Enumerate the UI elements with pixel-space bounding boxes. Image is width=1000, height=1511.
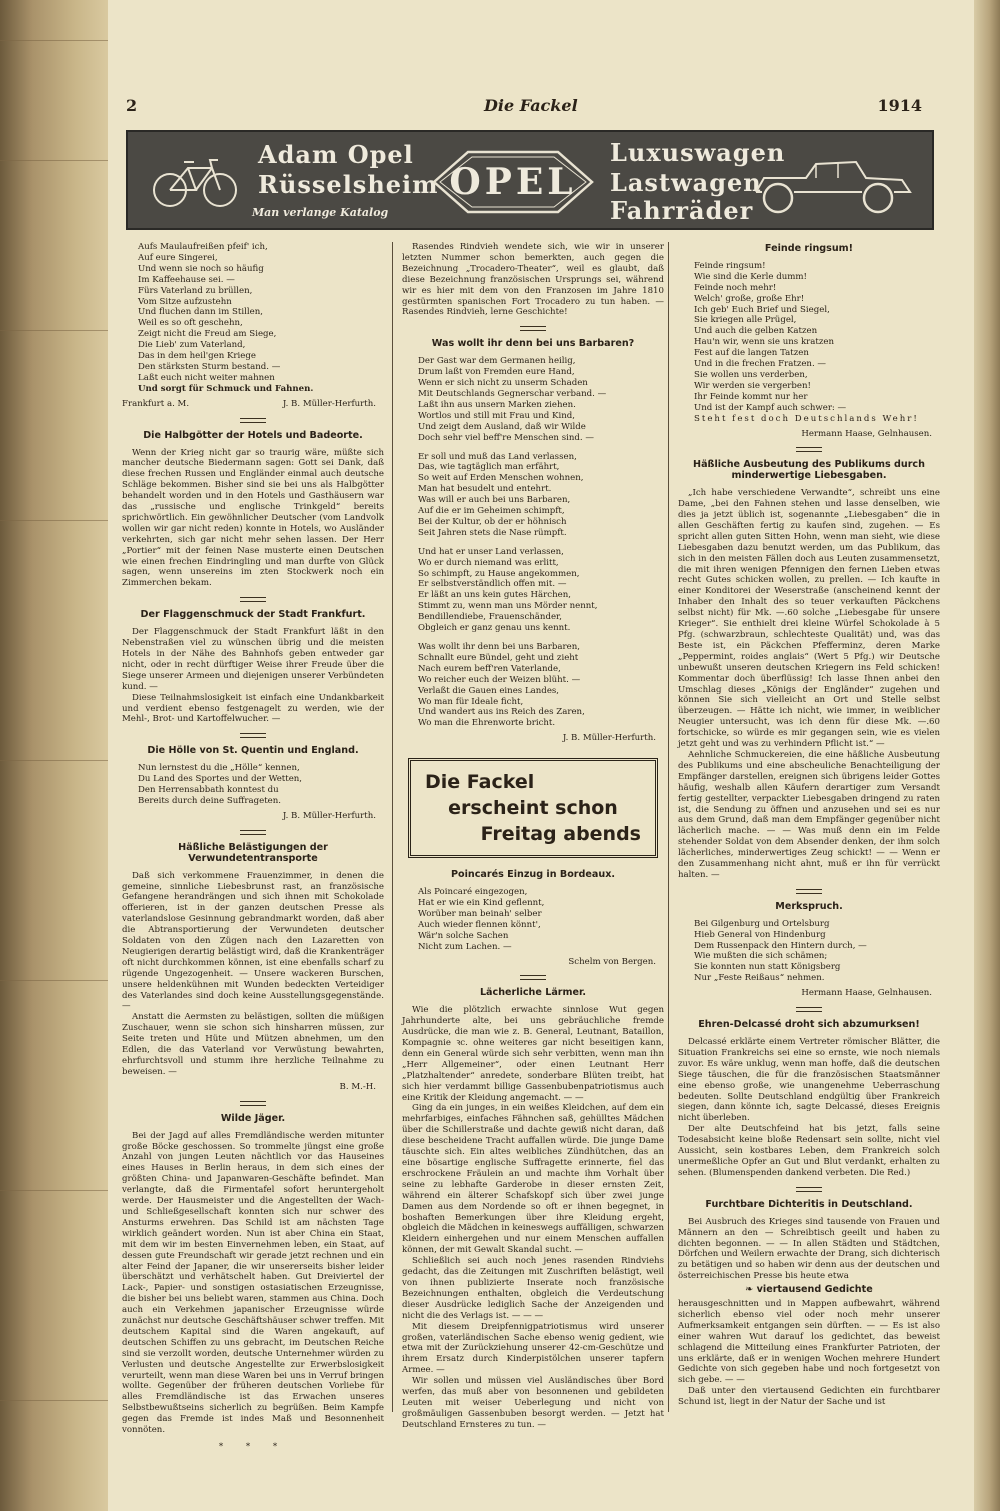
article-text: Wie die plötzlich erwachte sinnlose Wut gegen Jahrhunderte alte, bei uns gebräuchliche fremde Ausdrücke, die man wie z. B. General, Leutnant, Bataillon, Kompagnie ꝛc. ohne weiteres gar nicht beseitigen kann, denn ein General würde sich sehr verbitten, wenn man ihn „Herr Allgemeiner“, oder einen Leutnant Herr „Platzhaltender“ anredete, sonderbare Blüten treibt, hat sich hier verdammt billige Gassenbubenpatriotismus auch eine Kritik der Kleidung angemacht. — — xyxy=(402,1005,664,1103)
article-text: Delcassé erklärte einem Vertreter römischer Blätter, die Situation Frankreichs sei eine so ernste, wie noch niemals zuvor. Es wäre unklug, wenn man hoffe, daß die deutschen Siege täuschen, die für die französischen Staatsmänner eine ebenso große, wie unangenehme Ueberraschung bedeuten. Sollte Deutschland endgültig über Frankreich siegen, dann könnte ich, sagte Delcassé, dieses Ereignis nicht überleben. xyxy=(678,1037,940,1124)
poem-line: Als Poincaré eingezogen, xyxy=(418,887,528,898)
opel-advertisement xyxy=(126,130,934,230)
article-title: Lächerliche Lärmer. xyxy=(479,987,587,999)
poem-line: Nach eurem beff'ren Vaterlande, xyxy=(418,663,561,674)
ad-brand: Adam Opel xyxy=(258,140,414,169)
poem-line: Ich geb' Euch Brief und Siegel, xyxy=(694,304,830,315)
article-text: Der Flaggenschmuck der Stadt Frankfurt läßt in den Nebenstraßen viel zu wünschen übrig und die meisten Hotels in der Nähe des Bahnhofs geben entweder gar nicht, oder in recht dürftiger Weise ihrer Freude über die Siege unserer Armeen und diejenigen unserer Verbündeten kund. — xyxy=(122,627,384,692)
poem-line: Bei der Kultur, ob der er höhnisch xyxy=(418,516,567,527)
article-text: Schließlich sei auch noch jenes rasenden Rindviehs gedacht, das die Zeitungen mit Zuschriften belästigt, weil von ihnen publizierte Inserate noch französische Bezeichnungen enthalten, obgleich die Verdeutschung dieser Ausdrücke lediglich Sache der Anzeigenden und nicht die des Verlags ist. — — — xyxy=(402,1256,664,1321)
article-text: Daß unter den viertausend Gedichten ein furchtbarer Schund ist, liegt in der Natur der Sache und ist xyxy=(678,1386,940,1408)
poem-line: Doch sehr viel beff're Menschen sind. — xyxy=(418,432,594,443)
poem-line: Nun lernstest du die „Hölle“ kennen, xyxy=(138,763,300,774)
poem-line: Sie wollen uns verderben, xyxy=(694,369,808,380)
divider xyxy=(520,326,546,331)
poem-line: Dem Russenpack den Hintern durch, — xyxy=(694,940,867,951)
article-title: Häßliche Belästigungen der Verwundetentransporte xyxy=(178,841,328,864)
article-author: Hermann Haase, Gelnhausen. xyxy=(801,988,932,999)
poem-line: Obgleich er ganz genau uns kennt. xyxy=(418,623,571,634)
poem-line: Vom Sitze aufzustehn xyxy=(138,296,232,307)
ad-product-1: Luxuswagen xyxy=(610,138,786,167)
divider xyxy=(796,889,822,894)
poem-line: Bereits durch deine Suffrageten. xyxy=(138,795,282,806)
book-spine xyxy=(0,0,108,1511)
article-title: Der Flaggenschmuck der Stadt Frankfurt. xyxy=(140,609,366,621)
divider xyxy=(240,830,266,835)
masthead-title: Die Fackel xyxy=(484,96,578,115)
article-author: Schelm von Bergen. xyxy=(568,956,656,967)
poem-place: Frankfurt a. M. xyxy=(122,398,190,409)
poem-line: Drum laßt von Fremden eure Hand, xyxy=(418,367,575,378)
poem-line: Was will er auch bei uns Barbaren, xyxy=(418,495,571,506)
ad-product-3: Fahrräder xyxy=(610,196,754,225)
poem-line: Wo man die Ehrenworte bricht. xyxy=(418,718,556,729)
poem-line: Du Land des Sportes und der Wetten, xyxy=(138,774,303,785)
divider xyxy=(520,975,546,980)
poem-line: Seit Jahren stets die Nase rümpft. xyxy=(418,527,567,538)
poem-line: Fest auf die langen Tatzen xyxy=(694,348,809,359)
poem-line: Das, wie tagtäglich man erfährt, xyxy=(418,462,560,473)
highlight-text: viertausend Gedichte xyxy=(756,1284,873,1296)
poem-line-spaced: Steht fest doch Deutschlands Wehr! xyxy=(694,413,919,424)
divider xyxy=(796,1007,822,1012)
poem-line: Wie mußten die sich schämen; xyxy=(694,951,828,962)
poem-line: Er selbstverständlich offen mit. — xyxy=(418,579,567,590)
ad-catalog: Man verlange Katalog xyxy=(252,206,389,219)
poem-line: Wie sind die Kerle dumm! xyxy=(694,271,807,282)
article-author: J. B. Müller-Herfurth. xyxy=(282,810,376,821)
poem-line: Bei Gilgenburg und Ortelsburg xyxy=(694,918,830,929)
issue-year: 1914 xyxy=(877,96,922,115)
divider xyxy=(240,418,266,423)
article-text: Der alte Deutschfeind hat bis jetzt, falls seine Todesabsicht keine bloße Redensart sein sollte, nicht viel Aussicht, sein kostbares Leben, dem Frankreich solch unermeßliche Opfer an Gut und Blut verdankt, erhalten zu sehen. (Blumenspenden dankend verbeten. Die Red.) xyxy=(678,1124,940,1178)
poem-line: Mit Deutschlands Gegnerschar verband. — xyxy=(418,388,607,399)
poem-line: Und hat er unser Land verlassen, xyxy=(418,546,564,557)
poem-line: Bendillendiebe, Frauenschänder, xyxy=(418,612,562,623)
article-author: Hermann Haase, Gelnhausen. xyxy=(801,428,932,439)
article-text: Rasendes Rindvieh wendete sich, wie wir in unserer letzten Nummer schon bemerkten, auch gegen die Bezeichnung „Trocadero-Theater“, weil es glaubt, daß diese Bezeichnung französischen Ursprungs sei, während wir es hier mit dem von den Franzosen im Jahre 1810 gestürmten spanischen Fort Trocadero zu tun haben. — Rasendes Rindvieh, lerne Geschichte! xyxy=(402,242,664,318)
poem-line: Zeigt nicht die Freud am Siege, xyxy=(138,329,277,340)
motorcar-icon xyxy=(746,152,918,216)
poem-line: Stimmt zu, wenn man uns Mörder nennt, xyxy=(418,601,598,612)
poem-line: Wenn er sich nicht zu unserm Schaden xyxy=(418,378,588,389)
poem-line: Das in dem heil'gen Kriege xyxy=(138,351,256,362)
poem-line: Hieb General von Hindenburg xyxy=(694,929,826,940)
section-stars: * * * xyxy=(218,1442,288,1452)
poem-author: J. B. Müller-Herfurth. xyxy=(282,398,376,409)
poem-1 xyxy=(122,242,384,410)
poem-line: Verlaßt die Gauen eines Landes, xyxy=(418,685,560,696)
divider xyxy=(240,597,266,602)
article-title: Was wollt ihr denn bei uns Barbaren? xyxy=(431,338,635,350)
poem-line: Feinde noch mehr! xyxy=(694,282,777,293)
announcement-line: erscheint schon xyxy=(448,797,618,820)
poem-line: Auch wieder flennen könnt', xyxy=(418,919,541,930)
article-text: Diese Teilnahmslosigkeit ist einfach eine Undankbarkeit und verdient ebenso festgenagelt zu werden, wie der Mehl-, Brot- und Kartoffelwucher. — xyxy=(122,692,384,725)
article-text: Mit diesem Dreipfennigpatriotismus wird unserer großen, vaterländischen Sache ebenso wenig gedient, wie etwa mit der Zurückziehung unserer 42-cm-Geschütze und ihrem Ersatz durch Kinderpistölchen unserer tapfern Armee. — xyxy=(402,1321,664,1376)
poem-line: Nur „Feste Reißaus“ nehmen. xyxy=(694,973,825,984)
divider xyxy=(796,447,822,452)
poem-line: Und ist der Kampf auch schwer: — xyxy=(694,402,847,413)
poem-line: Wo reicher euch der Weizen blüht. — xyxy=(418,674,581,685)
poem-line: Hat er wie ein Kind geflennt, xyxy=(418,897,545,908)
article-title: Poincarés Einzug in Bordeaux. xyxy=(450,869,616,881)
article-title: Ehren-Delcassé droht sich abzumurksen! xyxy=(698,1019,920,1031)
column-3 xyxy=(678,242,940,1408)
poem-line: Laßt ihn aus unsern Marken ziehen. xyxy=(418,399,576,410)
page-number: 2 xyxy=(126,96,138,115)
article-title: Feinde ringsum! xyxy=(764,243,854,254)
poem-line: Laßt euch nicht weiter mahnen xyxy=(138,372,275,383)
announcement-line: Die Fackel xyxy=(425,771,535,794)
poem-line: Auf die er im Geheimen schimpft, xyxy=(418,506,565,517)
article-title: Furchtbare Dichteritis in Deutschland. xyxy=(705,1198,913,1210)
article-text: Bei Ausbruch des Krieges sind tausende von Frauen und Männern an den — Schreibtisch geeilt und haben zu dichten begonnen. — — In allen Städten und Städtchen, Dörfchen und Weilern erwachte der Drang, sich dichterisch zu betätigen und so haben wir denn aus der deutschen und österreichischen Presse bis heute etwa xyxy=(678,1216,940,1282)
poem-line: Und wandert aus ins Reich des Zaren, xyxy=(418,707,585,718)
article-text: Wir sollen und müssen viel Ausländisches über Bord werfen, das muß aber von besonnenen und gebildeten Leuten mit weiser Ueberlegung und nicht von großmäuligen Gassenbuben besorgt werden. — Jetzt hat Deutschland Ernsteres zu tun. — xyxy=(402,1376,664,1430)
poem-line: Worüber man beinah' selber xyxy=(418,908,542,919)
poem-line: Den stärksten Sturm bestand. — xyxy=(138,361,281,372)
poem-line: So weit auf Erden Menschen wohnen, xyxy=(418,473,584,484)
opel-logo-text: OPEL xyxy=(449,161,577,203)
poem-line-bold: Und sorgt für Schmuck und Fahnen. xyxy=(138,383,314,394)
article-author: J. B. Müller-Herfurth. xyxy=(562,733,656,744)
poem-line: Er soll und muß das Land verlassen, xyxy=(418,451,577,462)
newspaper-page xyxy=(108,0,974,1511)
article-title: Merkspruch. xyxy=(775,900,843,912)
poem-line: Und fluchen dann im Stillen, xyxy=(138,307,263,318)
article-text: herausgeschnitten und in Mappen aufbewahrt, während sicherlich ebenso viel oder noch mehr unserer Aufmerksamkeit entgangen sein dürften. — — Es ist also einer wahren Wut darauf los gedichtet, das beweist schlagend die Mitteilung eines Frankfurter Patrioten, der uns erklärte, daß er in wenigen Wochen mehrere Hundert Gedichte von sich gegeben habe und noch fortgesetzt von sich gebe. — — xyxy=(678,1299,940,1386)
article-text: „Ich habe verschiedene Verwandte“, schreibt uns eine Dame, „bei den Fahnen stehen und lasse denselben, wie dies ja jetzt üblich ist, sogenannte „Liebesgaben“ die in allen Geschäften fertig zu kaufen sind, zugehen. — Es spricht allen guten Sitten Hohn, wenn man sieht, wie diese Liebesgaben dazu benutzt werden, um das Publikum, das sich in den meisten Fällen doch aus Leuten zusammensetzt, die mit ihren wenigen Pfennigen den fernen Lieben etwas recht Gutes schicken wollen, zu prellen. — Ich kaufte in einer Konditorei der Weserstraße (anscheinend kennt der Inhaber den Inhalt des so teuer verkauften Päckchens selbst nicht) für Mk. —.60 solche „Liebesgabe für unsere Krieger“. Sie enthielt drei kleine Würfel Schokolade à 5 Pfg. (schwarzbraun, schlechteste Qualität) und, was das Beste ist, ein Päckchen Pfefferminz, deren Marke „Peppermint, roides anglais“ (Wert 5 Pfg.) wir Deutsche unbewußt unseren deutschen Kriegern ins Feld schicken! Kommentar doch überflüssig! Ich lasse Ihnen anbei den Umschlag dieses „Königs der Engländer“ zugehen und können Sie sich vielleicht an Ort und Stelle selbst überzeugen. — Hätte ich nicht, wie immer, in weiblicher Neugier untersucht, was ich denn für diese Mk. —.60 fortschicke, so würde es mir gegangen sein, wie es vielen jetzt geht und was zu verhindern Pflicht ist.“ — xyxy=(678,488,940,750)
poem-line: Wo er durch niemand was erlitt, xyxy=(418,557,559,568)
ad-product-2: Lastwagen xyxy=(610,168,762,197)
announcement-line: Freitag abends xyxy=(480,823,641,846)
poem-line: Feinde ringsum! xyxy=(694,260,766,271)
highlight-line xyxy=(678,1285,940,1296)
poem-line: Und wenn sie noch so häufig xyxy=(138,263,264,274)
article-text: Bei der Jagd auf alles Fremdländische werden mitunter große Böcke geschossen. So trommelte jüngst eine große Anzahl von jungen Leuten nächtlich vor das Hauseines eines Hauses in Berlin heraus, in dem sich eines der größten China- und Japanwaren-Geschäfte befindet. Man verlangte, daß die Firmentafel sofort heruntergeholt werde. Der Hausmeister und die Angestellten der Wach- und Schließgesellschaft konnten sich nur schwer des Ansturms erwehren. Das Schild ist am nächsten Tage wirklich geändert worden. Nun ist aber China ein Staat, mit dem wir im besten Einvernehmen leben, ein Staat, auf dessen gute Freundschaft wir gerade jetzt rechnen und ein alter Feind der Japaner, die wir unsererseits bisher leider überschätzt und verhätschelt haben. Gut Dreiviertel der Lack-, Papier- und sonstigen ostasiatischen Erzeugnisse, die bisher bei uns beliebt waren, stammen aus China. Doch auch ein Verkehmen japanischer Erzeugnisse würde zunächst nur deutsche Geschäftshäuser schwer treffen. Mit deutschem Kapital sind die Waren angekauft, auf deutschen Schiffen zu uns gebracht, im Deutschen Reiche sind sie verzollt worden, deutsche Unternehmer würden zu Verlusten und deutsche Angestellte zur Erwerbslosigkeit verurteilt, wenn man diese Waren bei uns in Verruf bringen wollte. Gegenüber der früheren deutschen Vorliebe für alles Fremdländische ist das Erwachen unseres Selbstbewußtseins sicherlich zu begrüßen. Beim Kampfe gegen das Fremde ist indes Maß und Besonnenheit vonnöten. xyxy=(122,1130,384,1436)
column-1 xyxy=(122,242,384,1453)
poem-line: Im Kaffeehause sei. — xyxy=(138,274,235,285)
divider xyxy=(240,733,266,738)
ornament-icon: ❧ xyxy=(745,1284,757,1296)
poem-line: Fürs Vaterland zu brüllen, xyxy=(138,285,253,296)
poem-line: Nicht zum Lachen. — xyxy=(418,941,512,952)
poem-line: Und auch die gelben Katzen xyxy=(694,326,818,337)
bicycle-icon xyxy=(150,154,240,210)
announcement-box xyxy=(408,758,658,858)
article-title: Häßliche Ausbeutung des Publikums durch minderwertige Liebesgaben. xyxy=(693,459,925,482)
poem-line: Wär'n solche Sachen xyxy=(418,930,509,941)
poem-line: Aufs Maulaufreißen pfeif' ich, xyxy=(138,242,268,252)
article-text: Wenn der Krieg nicht gar so traurig wäre, müßte sich mancher deutsche Biedermann sagen: Gott sei Dank, daß diese frechen Russen und Engländer einmal auch deutsche Schläge bekommen. Bisher sind sie bei uns als Halbgötter behandelt worden und in den Hotels und Gasthäusern war das „russische und englische Trinkgeld“ bereits sprichwörtlich. Ein gewöhnlicher Deutscher (vom Landvolk wollen wir gar nicht reden) konnte in Hotels, wo Ausländer verkehrten, sich gar nicht mehr sehen lassen. Der Herr „Portier“ mit der feinen Nase musterte einen Deutschen wie einen frechen Eindringling und man durfte von Glück sagen, wenn unsereins im zten Stockwerk noch ein Zimmerchen bekam. xyxy=(122,447,384,589)
poem-line: Hau'n wir, wenn sie uns kratzen xyxy=(694,337,834,348)
poem-line: Und in die frechen Fratzen. — xyxy=(694,359,827,370)
poem-line: Man hat besudelt und entehrt. xyxy=(418,484,552,495)
article-text: Ging da ein junges, in ein weißes Kleidchen, auf dem ein mehrfarbiges, einfaches Fähnchen saß, gehülltes Mädchen über die Schillerstraße und dachte gewiß nicht daran, daß diese bescheidene Tracht auffallen würde. Die junge Dame täuschte sich. Ein altes weibliches Zündhütchen, das an eine bösartige englische Suffragette erinnerte, fiel das erschrockene Fräulein an und machte ihm Vorhalt über seine zu lebhafte Garderobe in dieser ernsten Zeit, während ein älterer Schafskopf sich über zwei junge Damen aus dem Nordende so oft er ihnen begegnet, in boshaften Bemerkungen über ihre Kleidung ergeht, obgleich die Mädchen in keineswegs auffälligen, schwarzen Kleidern einhergehen und nur einem Menschen auffallen können, der mit Gewalt Skandal sucht. — xyxy=(402,1103,664,1256)
poem-line: So schimpft, zu Hause angekommen, xyxy=(418,568,580,579)
poem-line: Ihr Feinde kommt nur her xyxy=(694,391,808,402)
divider xyxy=(796,1187,822,1192)
poem-line: Den Herrensabbath konntest du xyxy=(138,785,279,796)
poem-line: Und zeigt dem Ausland, daß wir Wilde xyxy=(418,421,586,432)
column-2 xyxy=(402,242,664,1431)
poem-line: Wo man für Ideale ficht, xyxy=(418,696,524,707)
poem-line: Der Gast war dem Germanen heilig, xyxy=(418,356,576,367)
poem-line: Weil es so oft geschehn, xyxy=(138,318,243,329)
page-edge-right xyxy=(974,0,1000,1511)
poem-line: Die Lieb' zum Vaterland, xyxy=(138,340,246,351)
poem-line: Sie konnten nun statt Königsberg xyxy=(694,962,841,973)
article-text: Aehnliche Schmuckereien, die eine häßliche Ausbeutung des Publikums und eine abscheuliche Benachteiligung der Empfänger darstellen, ereignen sich übrigens leider Gottes häufig, weshalb allen Käufern derartiger zum Versandt fertig gestellter, verpackter Liebesgaben dringend zu raten ist, die Sendung zu öffnen und anzusehen und sei es nur aus dem Grund, daß man dem Empfänger gegenüber nicht lächerlich mache. — — Was muß denn ein im Felde stehender Soldat von dem Absender denken, der ihm solch lächerliches, minderwertiges Zeug schickt! — — Wenn er den Zusammenhang nicht ahnt, muß er ihn für verrückt halten. — xyxy=(678,749,940,880)
poem-line: Welch' große, große Ehr! xyxy=(694,293,805,304)
article-text: Anstatt die Aermsten zu belästigen, sollten die müßigen Zuschauer, wenn sie schon sich hinsharren müssen, zur Seite treten und Hüte und Mützen abnehmen, um den Edlen, die das Vaterland vor Verwüstung bewahrten, ehrfurchtsvoll und stumm ihre herzliche Teilnahme zu beweisen. — xyxy=(122,1012,384,1077)
poem-line: Was wollt ihr denn bei uns Barbaren, xyxy=(418,642,580,652)
article-title: Die Hölle von St. Quentin und England. xyxy=(147,745,359,757)
poem-signature xyxy=(122,399,376,410)
divider xyxy=(240,1101,266,1106)
article-title: Wilde Jäger. xyxy=(220,1112,286,1124)
opel-logo xyxy=(428,144,598,220)
article-title: Die Halbgötter der Hotels und Badeorte. xyxy=(143,429,363,441)
article-author: B. M.-H. xyxy=(339,1081,376,1092)
poem-line: Er läßt an uns kein gutes Härchen, xyxy=(418,590,571,601)
article-text: Daß sich verkommene Frauenzimmer, in denen die gemeine, sinnliche Liebesbrunst rast, an französische Gefangene herandrängen und sich ihnen mit Schokolade offerieren, ist in der ganzen deutschen Presse als vaterlandslose Gesinnung gebrandmarkt worden, daß aber die Abtransportierung der Verwundeten deutscher Soldaten von den Zügen nach den Lazaretten von Neugierigen derartig belästigt wird, daß die Krankenträger oft nicht durchkommen können, ist eine ebenfalls scharf zu rügende Ungezogenheit. — Unsere wackeren Burschen, unsere heldenkühnen mit Wunden bedeckten Verteidiger des Vaterlandes sind doch keine Ausstellungsgegenstände. — xyxy=(122,870,384,1012)
poem-line: Wir werden sie vergerben! xyxy=(694,380,811,391)
poem-line: Wortlos und still mit Frau und Kind, xyxy=(418,410,575,421)
ad-city: Rüsselsheim xyxy=(258,170,439,199)
poem-line: Auf eure Singerei, xyxy=(138,252,218,263)
poem-line: Sie kriegen alle Prügel, xyxy=(694,315,797,326)
poem-line: Schnallt eure Bündel, geht und zieht xyxy=(418,652,579,663)
